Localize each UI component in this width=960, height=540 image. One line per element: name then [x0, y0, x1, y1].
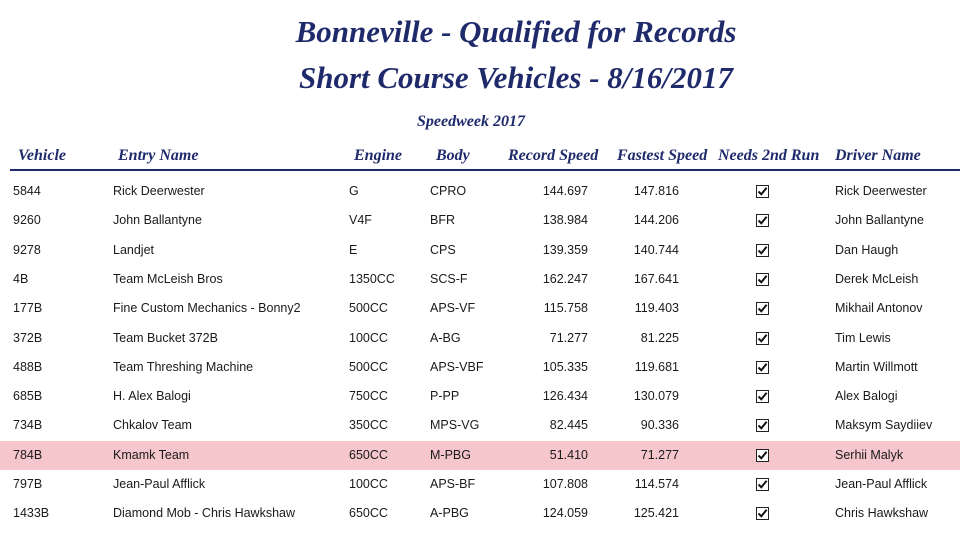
checkbox-checked-icon: [756, 332, 769, 345]
cell-body: SCS-F: [430, 271, 468, 286]
cell-body: A-PBG: [430, 506, 469, 521]
cell-driver-name: John Ballantyne: [835, 213, 924, 228]
checkbox-checked-icon: [756, 185, 769, 198]
cell-vehicle: 177B: [13, 301, 43, 316]
cell-vehicle: 784B: [13, 447, 43, 462]
checkbox-checked-icon: [756, 361, 769, 374]
checkbox-checked-icon: [756, 507, 769, 520]
cell-body: APS-VF: [430, 301, 476, 316]
table-row: [0, 324, 960, 353]
column-header-driver-name: Driver Name: [835, 147, 921, 164]
cell-engine: 1350CC: [349, 271, 395, 286]
table-row: [0, 499, 960, 528]
cell-body: APS-VBF: [430, 359, 484, 374]
table-row-highlighted: [0, 441, 960, 470]
cell-fastest-speed: 130.079: [633, 389, 679, 404]
cell-record-speed: 82.445: [549, 418, 588, 433]
cell-fastest-speed: 71.277: [640, 447, 679, 462]
cell-entry-name: Fine Custom Mechanics - Bonny2: [113, 301, 301, 316]
cell-vehicle: 1433B: [13, 506, 50, 521]
cell-engine: 100CC: [349, 477, 388, 491]
cell-engine: 350CC: [349, 418, 388, 433]
page-subtitle-date: Short Course Vehicles - 8/16/2017: [298, 60, 734, 95]
column-header-record-speed: Record Speed: [508, 147, 599, 164]
cell-entry-name: Team McLeish Bros: [113, 271, 223, 286]
cell-driver-name: Chris Hawkshaw: [835, 506, 929, 521]
cell-body: CPRO: [430, 184, 467, 198]
cell-fastest-speed: 114.574: [634, 477, 679, 491]
table-row: [0, 353, 960, 382]
cell-entry-name: Landjet: [113, 242, 155, 257]
event-name: Speedweek 2017: [417, 113, 525, 130]
cell-vehicle: 685B: [13, 389, 43, 404]
cell-entry-name: Rick Deerwester: [113, 184, 205, 198]
column-header-fastest-speed: Fastest Speed: [617, 147, 708, 164]
cell-body: APS-BF: [430, 477, 476, 491]
table-row: [0, 265, 960, 294]
checkbox-checked-icon: [756, 273, 769, 286]
cell-entry-name: Kmamk Team: [113, 447, 190, 462]
cell-driver-name: Dan Haugh: [835, 242, 899, 257]
cell-engine: 500CC: [349, 301, 388, 316]
cell-driver-name: Alex Balogi: [835, 389, 898, 404]
page-title: Bonneville - Qualified for Records: [295, 14, 737, 49]
cell-record-speed: 124.059: [542, 506, 588, 521]
header-divider: [10, 169, 960, 171]
table-row: [0, 411, 960, 440]
cell-engine: 650CC: [349, 506, 388, 521]
cell-entry-name: Team Bucket 372B: [113, 330, 218, 345]
cell-record-speed: 107.808: [542, 477, 588, 491]
cell-engine: 100CC: [349, 330, 388, 345]
cell-record-speed: 105.335: [542, 359, 588, 374]
cell-fastest-speed: 119.681: [634, 359, 679, 374]
cell-record-speed: 71.277: [549, 330, 588, 345]
cell-vehicle: 488B: [13, 359, 43, 374]
checkbox-checked-icon: [756, 244, 769, 257]
table-row: [0, 236, 960, 265]
table-row: [0, 294, 960, 323]
column-header-body: Body: [436, 147, 470, 164]
cell-record-speed: 115.758: [543, 301, 588, 316]
cell-record-speed: 162.247: [542, 271, 588, 286]
cell-entry-name: Team Threshing Machine: [113, 359, 254, 374]
cell-vehicle: 9278: [13, 242, 41, 257]
column-header-entry-name: Entry Name: [118, 147, 199, 164]
cell-fastest-speed: 147.816: [633, 184, 679, 198]
cell-fastest-speed: 125.421: [633, 506, 679, 521]
cell-body: A-BG: [430, 330, 461, 345]
table-row: [0, 382, 960, 411]
column-header-needs-2nd-run: Needs 2nd Run: [718, 147, 820, 164]
cell-entry-name: John Ballantyne: [113, 213, 202, 228]
cell-vehicle: 734B: [13, 418, 43, 433]
cell-record-speed: 138.984: [542, 213, 588, 228]
cell-engine: V4F: [349, 213, 372, 228]
checkbox-checked-icon: [756, 478, 769, 491]
cell-engine: 750CC: [349, 389, 388, 404]
cell-record-speed: 144.697: [542, 184, 588, 198]
cell-fastest-speed: 119.403: [634, 301, 679, 316]
checkbox-checked-icon: [756, 214, 769, 227]
table-row: [0, 470, 960, 499]
table-row: [0, 206, 960, 235]
cell-entry-name: H. Alex Balogi: [113, 389, 191, 404]
cell-fastest-speed: 167.641: [633, 271, 679, 286]
cell-driver-name: Derek McLeish: [835, 271, 919, 286]
cell-engine: E: [349, 242, 358, 257]
cell-record-speed: 139.359: [542, 242, 588, 257]
checkbox-checked-icon: [756, 390, 769, 403]
cell-driver-name: Tim Lewis: [835, 330, 891, 345]
cell-driver-name: Martin Willmott: [835, 359, 918, 374]
cell-vehicle: 797B: [13, 477, 43, 491]
cell-body: P-PP: [430, 389, 460, 404]
checkbox-checked-icon: [756, 449, 769, 462]
cell-fastest-speed: 90.336: [640, 418, 679, 433]
table-row: [0, 177, 960, 206]
cell-entry-name: Jean-Paul Afflick: [113, 477, 206, 491]
cell-fastest-speed: 140.744: [633, 242, 679, 257]
cell-vehicle: 9260: [13, 213, 41, 228]
cell-driver-name: Jean-Paul Afflick: [835, 477, 928, 491]
column-header-engine: Engine: [354, 147, 403, 164]
cell-driver-name: Maksym Saydiiev: [835, 418, 933, 433]
cell-engine: 650CC: [349, 447, 388, 462]
column-header-vehicle: Vehicle: [18, 147, 66, 164]
cell-record-speed: 51.410: [549, 447, 588, 462]
cell-driver-name: Rick Deerwester: [835, 184, 927, 198]
cell-fastest-speed: 144.206: [633, 213, 679, 228]
cell-entry-name: Chkalov Team: [113, 418, 192, 433]
cell-driver-name: Serhii Malyk: [835, 447, 904, 462]
cell-engine: G: [349, 184, 359, 198]
cell-entry-name: Diamond Mob - Chris Hawkshaw: [113, 506, 296, 521]
cell-body: BFR: [430, 213, 455, 228]
cell-driver-name: Mikhail Antonov: [835, 301, 923, 316]
cell-body: MPS-VG: [430, 418, 480, 433]
cell-vehicle: 5844: [13, 184, 41, 198]
checkbox-checked-icon: [756, 302, 769, 315]
cell-vehicle: 372B: [13, 330, 43, 345]
cell-engine: 500CC: [349, 359, 388, 374]
checkbox-checked-icon: [756, 419, 769, 432]
cell-fastest-speed: 81.225: [640, 330, 679, 345]
cell-vehicle: 4B: [13, 271, 29, 286]
cell-record-speed: 126.434: [542, 389, 588, 404]
cell-body: M-PBG: [430, 447, 471, 462]
cell-body: CPS: [430, 242, 456, 257]
